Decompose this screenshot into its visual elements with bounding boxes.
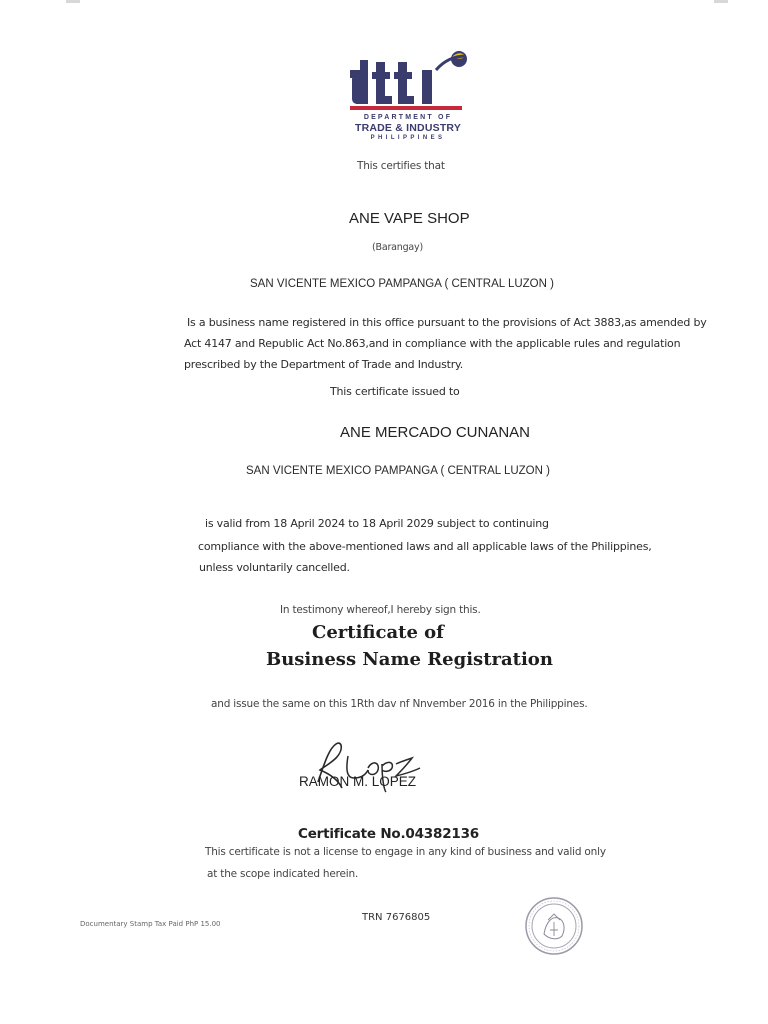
- scan-edge-mark-right: [714, 0, 728, 3]
- business-scope: (Barangay): [372, 242, 423, 253]
- disclaimer-line-2: at the scope indicated herein.: [207, 868, 359, 880]
- issued-to-label: This certificate issued to: [330, 385, 460, 398]
- registration-text-line-2: Act 4147 and Republic Act No.863,and in compliance with the applicable rules and regulation: [184, 337, 681, 350]
- certificate-title-line-1: Certificate of: [312, 622, 444, 643]
- scan-edge-mark-left: [66, 0, 80, 3]
- official-seal-icon: [524, 896, 584, 956]
- validity-line-1: is valid from 18 April 2024 to 18 April 2029 subject to continuing: [205, 517, 549, 530]
- validity-line-3: unless voluntarily cancelled.: [199, 561, 350, 574]
- issue-date-line: and issue the same on this 1Rth dav nf Nnvember 2016 in the Philippines.: [211, 698, 588, 710]
- business-address: SAN VICENTE MEXICO PAMPANGA ( CENTRAL LUZON ): [250, 278, 554, 290]
- business-name: ANE VAPE SHOP: [349, 210, 470, 227]
- owner-name: ANE MERCADO CUNANAN: [340, 424, 531, 441]
- logo-line-department: DEPARTMENT OF: [363, 114, 453, 121]
- certificate-number: Certificate No.04382136: [298, 826, 479, 842]
- trn-number: TRN 7676805: [362, 912, 431, 923]
- logo-line-philippines: PHILIPPINES: [370, 135, 446, 141]
- signatory-name: RAMON M. LOPEZ: [299, 774, 417, 789]
- certifies-that-label: This certifies that: [357, 160, 445, 172]
- registration-text-line-3: prescribed by the Department of Trade and Industry.: [184, 358, 464, 371]
- validity-line-2: compliance with the above-mentioned laws and all applicable laws of the Philippines,: [198, 540, 652, 553]
- dti-logo-lettering: [350, 113, 466, 143]
- documentary-stamp-tax: Documentary Stamp Tax Paid PhP 15.00: [80, 920, 221, 928]
- testimony-line: In testimony whereof,I hereby sign this.: [280, 604, 481, 616]
- logo-line-trade-industry: TRADE & INDUSTRY: [354, 122, 462, 134]
- registration-text-line-1: Is a business name registered in this office pursuant to the provisions of Act 3883,as amended by: [187, 316, 707, 329]
- certificate-title-line-2: Business Name Registration: [266, 649, 553, 670]
- disclaimer-line-1: This certificate is not a license to engage in any kind of business and valid only: [205, 846, 606, 858]
- owner-address: SAN VICENTE MEXICO PAMPANGA ( CENTRAL LUZON ): [246, 465, 550, 477]
